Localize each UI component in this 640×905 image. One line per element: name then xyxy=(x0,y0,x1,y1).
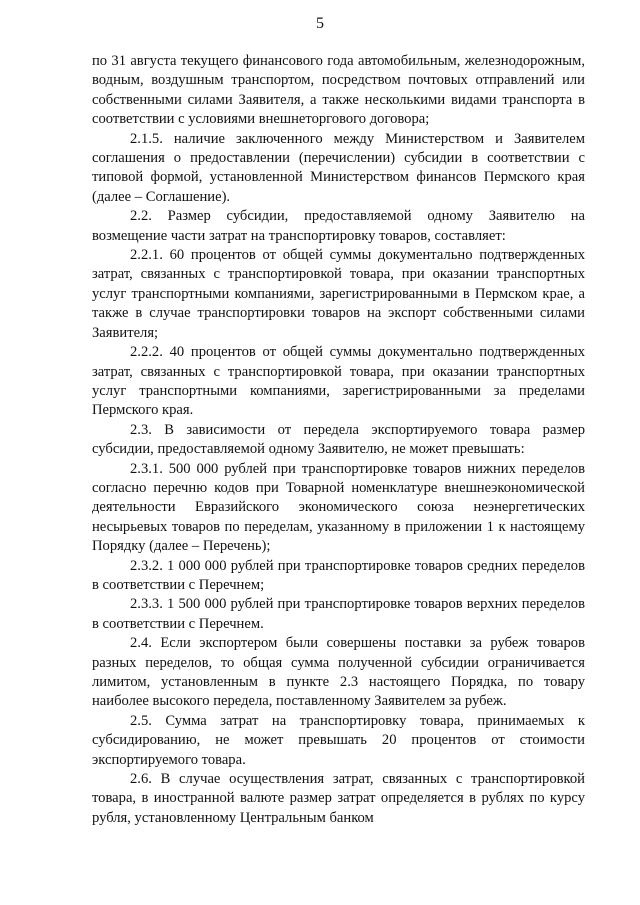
paragraph-2-3: 2.3. В зависимости от передела экспортируемого товара размер субсидии, предоставляемой одному Заявителю, не может превышать: xyxy=(92,421,585,458)
paragraph-2-2: 2.2. Размер субсидии, предоставляемой одному Заявителю на возмещение части затрат на транспортировку товаров, составляет: xyxy=(92,208,585,244)
paragraph-2-5: 2.5. Сумма затрат на транспортировку товара, принимаемых к субсидированию, не может превышать 20 процентов от стоимости экспортируемого товара. xyxy=(92,712,585,768)
document-body xyxy=(92,52,585,828)
paragraph-continuation: по 31 августа текущего финансового года автомобильным, железнодорожным, водным, воздушным транспортом, посредством почтовых отправлений или собственными силами Заявителя, а также несколькими видами транспорта в соответствии с условиями внешнеторгового договора; xyxy=(92,53,585,128)
paragraph-2-6: 2.6. В случае осуществления затрат, связанных с транспортировкой товара, в иностранной валюте размер затрат определяется в рублях по курсу рубля, установленному Центральным банком xyxy=(92,771,585,826)
paragraph-2-3-1: 2.3.1. 500 000 рублей при транспортировке товаров нижних переделов согласно перечню кодов при Товарной номенклатуре внешнеэкономической деятельности Евразийского экономического союза неэнергетических несырьевых товаров по переделам, указанному в приложении 1 к настоящему Порядку (далее – Перечень); xyxy=(92,460,585,555)
paragraph-2-2-2: 2.2.2. 40 процентов от общей суммы документально подтвержденных затрат, связанных с транспортировкой товара, при оказании транспортных услуг транспортными компаниями, зарегистрированными за пределами Пермского края. xyxy=(92,344,585,419)
paragraph-2-3-2: 2.3.2. 1 000 000 рублей при транспортировке товаров средних переделов в соответствии с Перечнем; xyxy=(92,557,585,593)
page-number: 5 xyxy=(316,15,324,32)
paragraph-2-2-1: 2.2.1. 60 процентов от общей суммы документально подтвержденных затрат, связанных с транспортировкой товара, при оказании транспортных услуг транспортными компаниями, зарегистрированными в Пермском крае, а также в случае транспортировки товаров на экспорт собственными силами Заявителя; xyxy=(92,247,585,341)
paragraph-2-4: 2.4. Если экспортером были совершены поставки за рубеж товаров разных переделов, то общая сумма полученной субсидии ограничивается лимитом, установленным в пункте 2.3 настоящего Порядка, по товару наиболее высокого передела, поставленному Заявителем за рубеж. xyxy=(92,635,585,710)
paragraph-2-3-3: 2.3.3. 1 500 000 рублей при транспортировке товаров верхних переделов в соответствии с Перечнем. xyxy=(92,596,585,632)
paragraph-2-1-5: 2.1.5. наличие заключенного между Министерством и Заявителем соглашения о предоставлении (перечислении) субсидии в соответствии с типовой формой, установленной Министерством финансов Пермского края (далее – Соглашение). xyxy=(92,130,585,205)
